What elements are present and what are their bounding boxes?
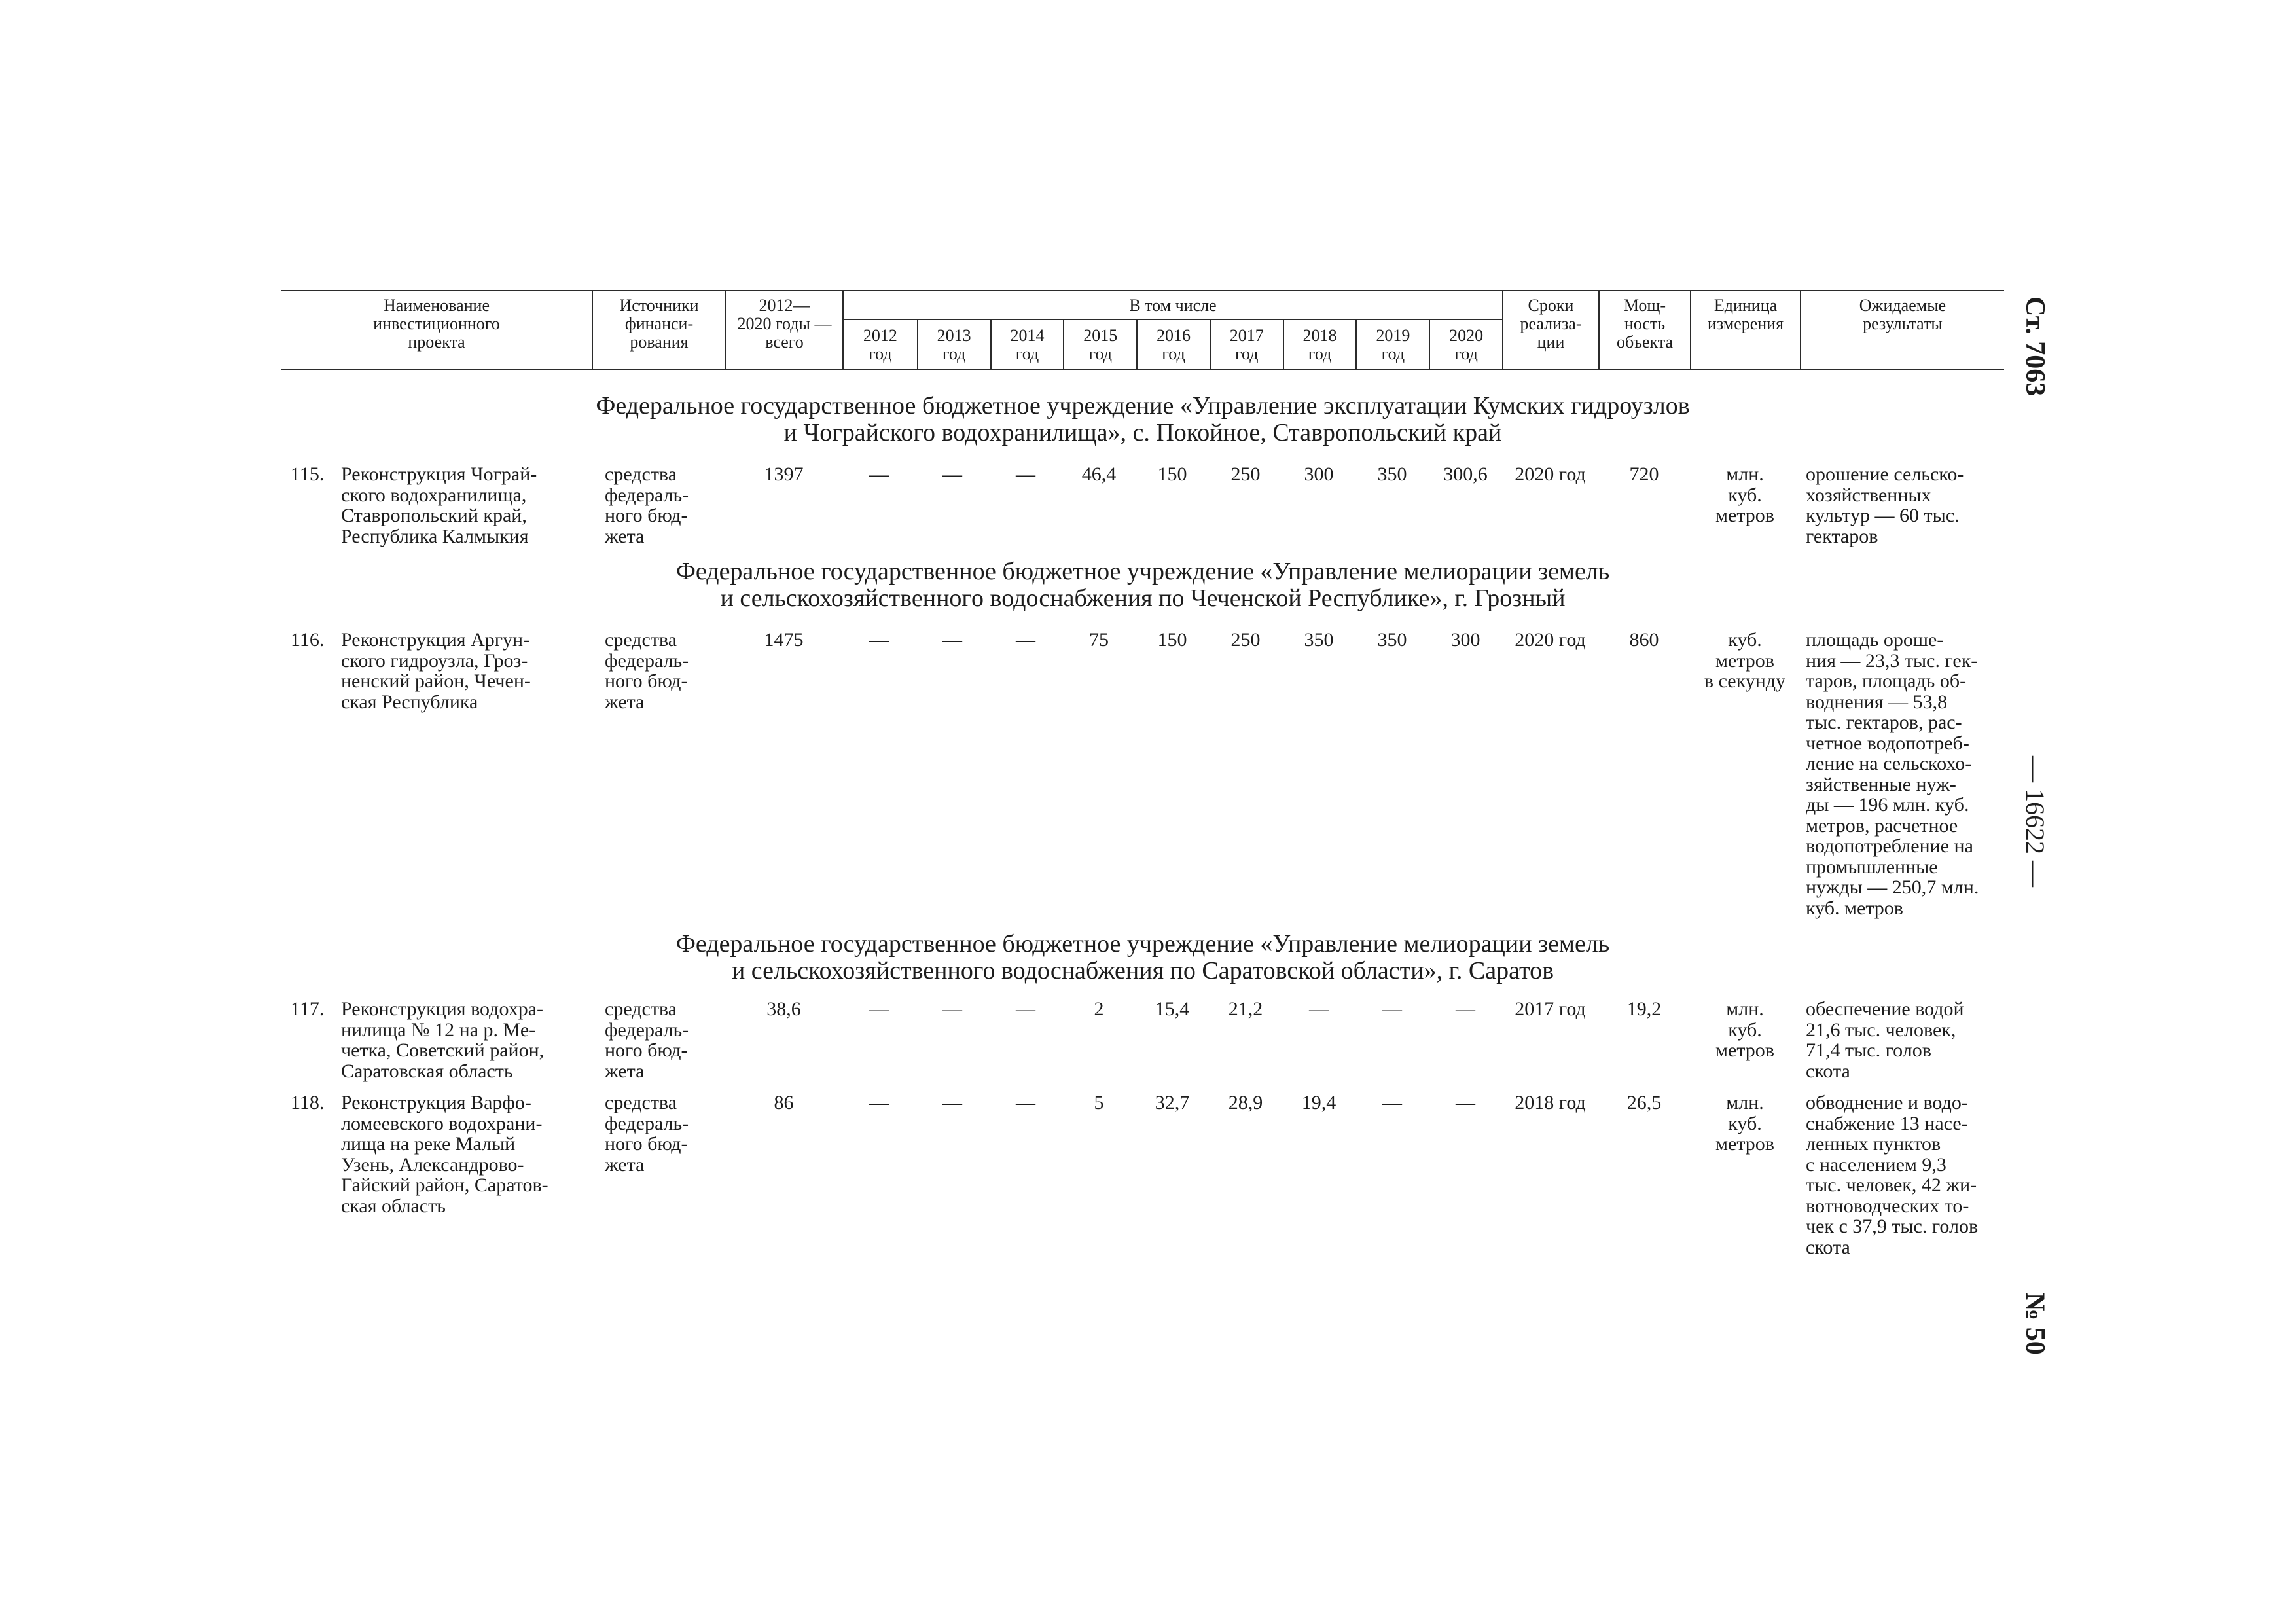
amount-2014: — xyxy=(1016,1092,1035,1113)
header-unit: Единица измерения xyxy=(1690,291,1800,369)
amount-2020: — xyxy=(1456,998,1475,1020)
header-year-2017: 2017 год xyxy=(1210,320,1283,369)
row-number: 115. xyxy=(291,463,325,485)
unit-of-measure: млн. куб. метров xyxy=(1715,1092,1774,1155)
expected-results: обводнение и водо- снабжение 13 насе- ленных пунктов с населением 9,3 тыс. человек, 42 жи- вотноводческих то- чек с 37,9 тыс. голов скота xyxy=(1806,1092,1979,1258)
page-number: — 16622 — xyxy=(2020,756,2050,887)
amount-2015: 5 xyxy=(1094,1092,1104,1113)
project-name: Реконструкция Варфо- ломеевского водохрани- лища на реке Малый Узень, Александрово- Гайский район, Саратов- ская область xyxy=(341,1092,548,1217)
amount-2016: 150 xyxy=(1157,629,1187,651)
total-amount: 1397 xyxy=(764,463,804,485)
total-amount: 86 xyxy=(774,1092,794,1113)
row-number: 116. xyxy=(291,629,325,651)
amount-2018: 350 xyxy=(1304,629,1334,651)
header-including xyxy=(842,291,1502,369)
unit-of-measure: млн. куб. метров xyxy=(1715,463,1774,526)
amount-2013: — xyxy=(942,1092,962,1113)
header-year-2015: 2015 год xyxy=(1063,320,1136,369)
expected-results: площадь ороше- ния — 23,3 тыс. гек- таров, площадь об- воднения — 53,8 тыс. гектаров, рас- четное водопотреб- ление на сельскохо- зяйственные нуж- ды — 196 млн. куб. метров, расчетное водопотребление на промышленные нужды — 250,7 млн. куб. метров xyxy=(1806,629,1979,919)
total-amount: 1475 xyxy=(764,629,804,651)
amount-2012: — xyxy=(869,629,889,651)
header-term: Сроки реализа- ции xyxy=(1502,291,1598,369)
project-name: Реконструкция водохра- нилища № 12 на р. Ме- четка, Советский район, Саратовская область xyxy=(341,998,545,1082)
object-capacity: 19,2 xyxy=(1626,998,1662,1020)
table-row xyxy=(281,1092,2004,1257)
funding-source: средства федераль- ного бюд- жета xyxy=(605,629,689,713)
funding-source: средства федераль- ного бюд- жета xyxy=(605,1092,689,1176)
issue-number: № 50 xyxy=(2020,1293,2050,1355)
object-capacity: 720 xyxy=(1629,463,1659,485)
header-funding-source: Источники финанси- рования xyxy=(592,291,725,369)
header-year-2014: 2014 год xyxy=(990,320,1064,369)
header-year-2019: 2019 год xyxy=(1355,320,1429,369)
amount-2020: 300,6 xyxy=(1443,463,1488,485)
header-year-2016: 2016 год xyxy=(1136,320,1210,369)
amount-2017: 28,9 xyxy=(1228,1092,1263,1113)
header-years xyxy=(844,320,1502,369)
section-title: Федеральное государственное бюджетное учреждение «Управление эксплуатации Кумских гидроузлов и Чограйского водохранилища», с. Покойное, Ставропольский край xyxy=(596,392,1690,446)
amount-2016: 150 xyxy=(1157,463,1187,485)
implementation-term: 2018 год xyxy=(1515,1092,1586,1113)
funding-source: средства федераль- ного бюд- жета xyxy=(605,463,689,547)
header-year-2020: 2020 год xyxy=(1429,320,1502,369)
amount-2012: — xyxy=(869,998,889,1020)
expected-results: обеспечение водой 21,6 тыс. человек, 71,4 тыс. голов скота xyxy=(1806,998,1964,1082)
project-name: Реконструкция Чограй- ского водохранилища, Ставропольский край, Республика Калмыкия xyxy=(341,463,537,547)
amount-2019: 350 xyxy=(1377,629,1407,651)
amount-2020: — xyxy=(1456,1092,1475,1113)
amount-2016: 32,7 xyxy=(1155,1092,1190,1113)
header-year-2013: 2013 год xyxy=(917,320,990,369)
amount-2019: 350 xyxy=(1377,463,1407,485)
header-including-title: В том числе xyxy=(844,291,1502,320)
amount-2019: — xyxy=(1382,1092,1402,1113)
amount-2013: — xyxy=(942,629,962,651)
object-capacity: 860 xyxy=(1629,629,1659,651)
implementation-term: 2017 год xyxy=(1515,998,1586,1020)
amount-2019: — xyxy=(1382,998,1402,1020)
section-title: Федеральное государственное бюджетное учреждение «Управление мелиорации земель и сельскохозяйственного водоснабжения по Чеченской Республике», г. Грозный xyxy=(675,558,1610,612)
funding-source: средства федераль- ного бюд- жета xyxy=(605,998,689,1082)
amount-2014: — xyxy=(1016,463,1035,485)
amount-2012: — xyxy=(869,463,889,485)
amount-2013: — xyxy=(942,463,962,485)
amount-2014: — xyxy=(1016,998,1035,1020)
table-row xyxy=(281,630,2004,918)
article-label: Ст. 7063 xyxy=(2020,297,2050,397)
amount-2012: — xyxy=(869,1092,889,1113)
amount-2017: 250 xyxy=(1230,463,1261,485)
implementation-term: 2020 год xyxy=(1515,463,1586,485)
header-project-name: Наименование инвестиционного проекта xyxy=(373,296,500,352)
amount-2015: 2 xyxy=(1094,998,1104,1020)
total-amount: 38,6 xyxy=(766,998,801,1020)
amount-2020: 300 xyxy=(1450,629,1480,651)
amount-2017: 21,2 xyxy=(1228,998,1263,1020)
header-year-2018: 2018 год xyxy=(1283,320,1356,369)
object-capacity: 26,5 xyxy=(1626,1092,1662,1113)
expected-results: орошение сельско- хозяйственных культур — 60 тыс. гектаров xyxy=(1806,463,1964,547)
section-title: Федеральное государственное бюджетное учреждение «Управление мелиорации земель и сельскохозяйственного водоснабжения по Саратовской области», г. Саратов xyxy=(675,930,1610,984)
project-name: Реконструкция Аргун- ского гидроузла, Гроз- ненский район, Чечен- ская Республика xyxy=(341,629,531,713)
amount-2018: 19,4 xyxy=(1301,1092,1336,1113)
amount-2015: 75 xyxy=(1089,629,1109,651)
table-row xyxy=(281,464,2004,547)
unit-of-measure: млн. куб. метров xyxy=(1715,998,1774,1061)
row-number: 118. xyxy=(291,1092,325,1113)
amount-2018: 300 xyxy=(1304,463,1334,485)
unit-of-measure: куб. метров в секунду xyxy=(1704,629,1786,692)
header-capacity: Мощ- ность объекта xyxy=(1598,291,1690,369)
amount-2014: — xyxy=(1016,629,1035,651)
amount-2016: 15,4 xyxy=(1155,998,1190,1020)
header-results: Ожидаемые результаты xyxy=(1800,291,2004,369)
amount-2018: — xyxy=(1309,998,1329,1020)
implementation-term: 2020 год xyxy=(1515,629,1586,651)
header-total: 2012— 2020 годы — всего xyxy=(725,291,842,369)
amount-2013: — xyxy=(942,998,962,1020)
table-row xyxy=(281,999,2004,1081)
table-header xyxy=(281,290,2004,370)
header-year-2012: 2012 год xyxy=(863,326,897,363)
row-number: 117. xyxy=(291,998,325,1020)
amount-2017: 250 xyxy=(1230,629,1261,651)
amount-2015: 46,4 xyxy=(1081,463,1117,485)
